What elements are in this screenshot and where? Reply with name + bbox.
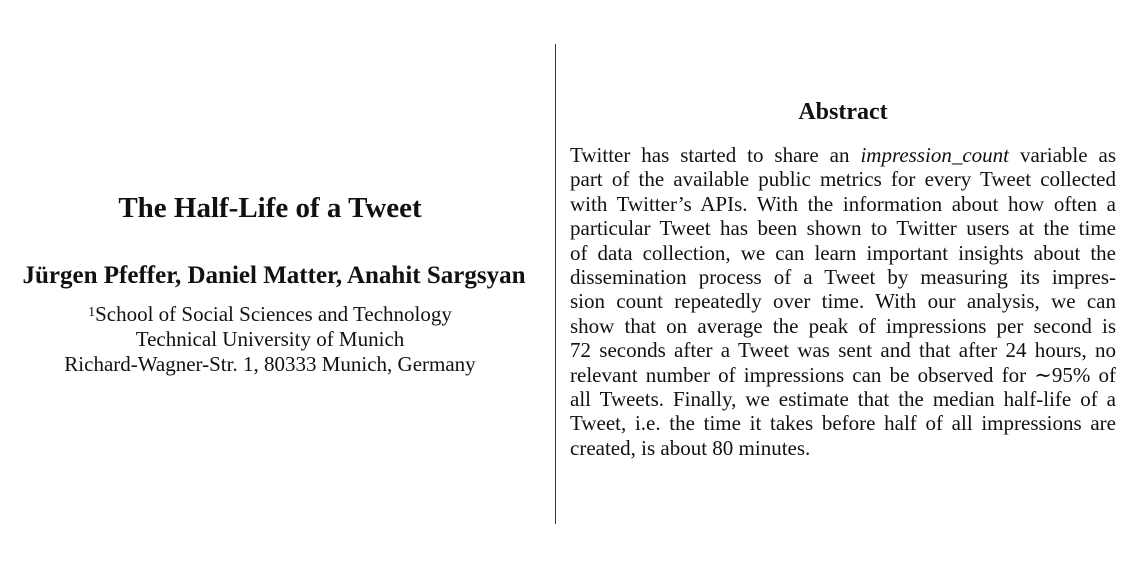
abstract-heading: Abstract xyxy=(798,99,888,125)
affiliation-line-3: Richard-Wagner-Str. 1, 80333 Munich, Germany xyxy=(64,352,476,376)
abstract-line: relevant number of impressions can be observed for ∼95% of xyxy=(570,362,1116,387)
abstract-line: with Twitter’s APIs. With the information about how often a xyxy=(570,191,1116,216)
abstract-line: show that on average the peak of impressions per second is xyxy=(570,313,1116,338)
abstract-line: dissemination process of a Tweet by measuring its impres- xyxy=(570,265,1116,290)
abstract-line: of data collection, we can learn important insights about the xyxy=(570,240,1116,265)
affiliation-superscript: 1 xyxy=(88,305,96,320)
abstract-line: Tweet, i.e. the time it takes before half of all impressions are xyxy=(570,411,1116,436)
title-block xyxy=(0,0,540,565)
abstract-text: Twitter has started to share an xyxy=(570,143,850,167)
affiliation-line-1 xyxy=(0,302,540,327)
affiliation-line-2: Technical University of Munich xyxy=(135,327,405,351)
abstract-line: created, is about 80 minutes. xyxy=(570,435,811,460)
column-divider xyxy=(555,44,556,524)
abstract-line: all Tweets. Finally, we estimate that the median half-life of a xyxy=(570,387,1116,412)
affiliation-school: School of Social Sciences and Technology xyxy=(95,302,452,326)
abstract-italic-term: impression_count xyxy=(860,143,1009,167)
author-list: Jürgen Pfeffer, Daniel Matter, Anahit Sargsyan xyxy=(22,262,526,289)
abstract-line: part of the available public metrics for every Tweet collected xyxy=(570,167,1116,192)
abstract-text: variable as xyxy=(1019,143,1117,167)
abstract-line xyxy=(570,143,1116,167)
abstract-line: particular Tweet has been shown to Twitter users at the time xyxy=(570,216,1116,241)
abstract-line: 72 seconds after a Tweet was sent and that after 24 hours, no xyxy=(570,338,1116,363)
paper-title: The Half-Life of a Tweet xyxy=(118,192,422,224)
abstract-body xyxy=(570,143,1116,460)
affiliation xyxy=(0,302,540,377)
abstract-line: sion count repeatedly over time. With our analysis, we can xyxy=(570,289,1116,314)
